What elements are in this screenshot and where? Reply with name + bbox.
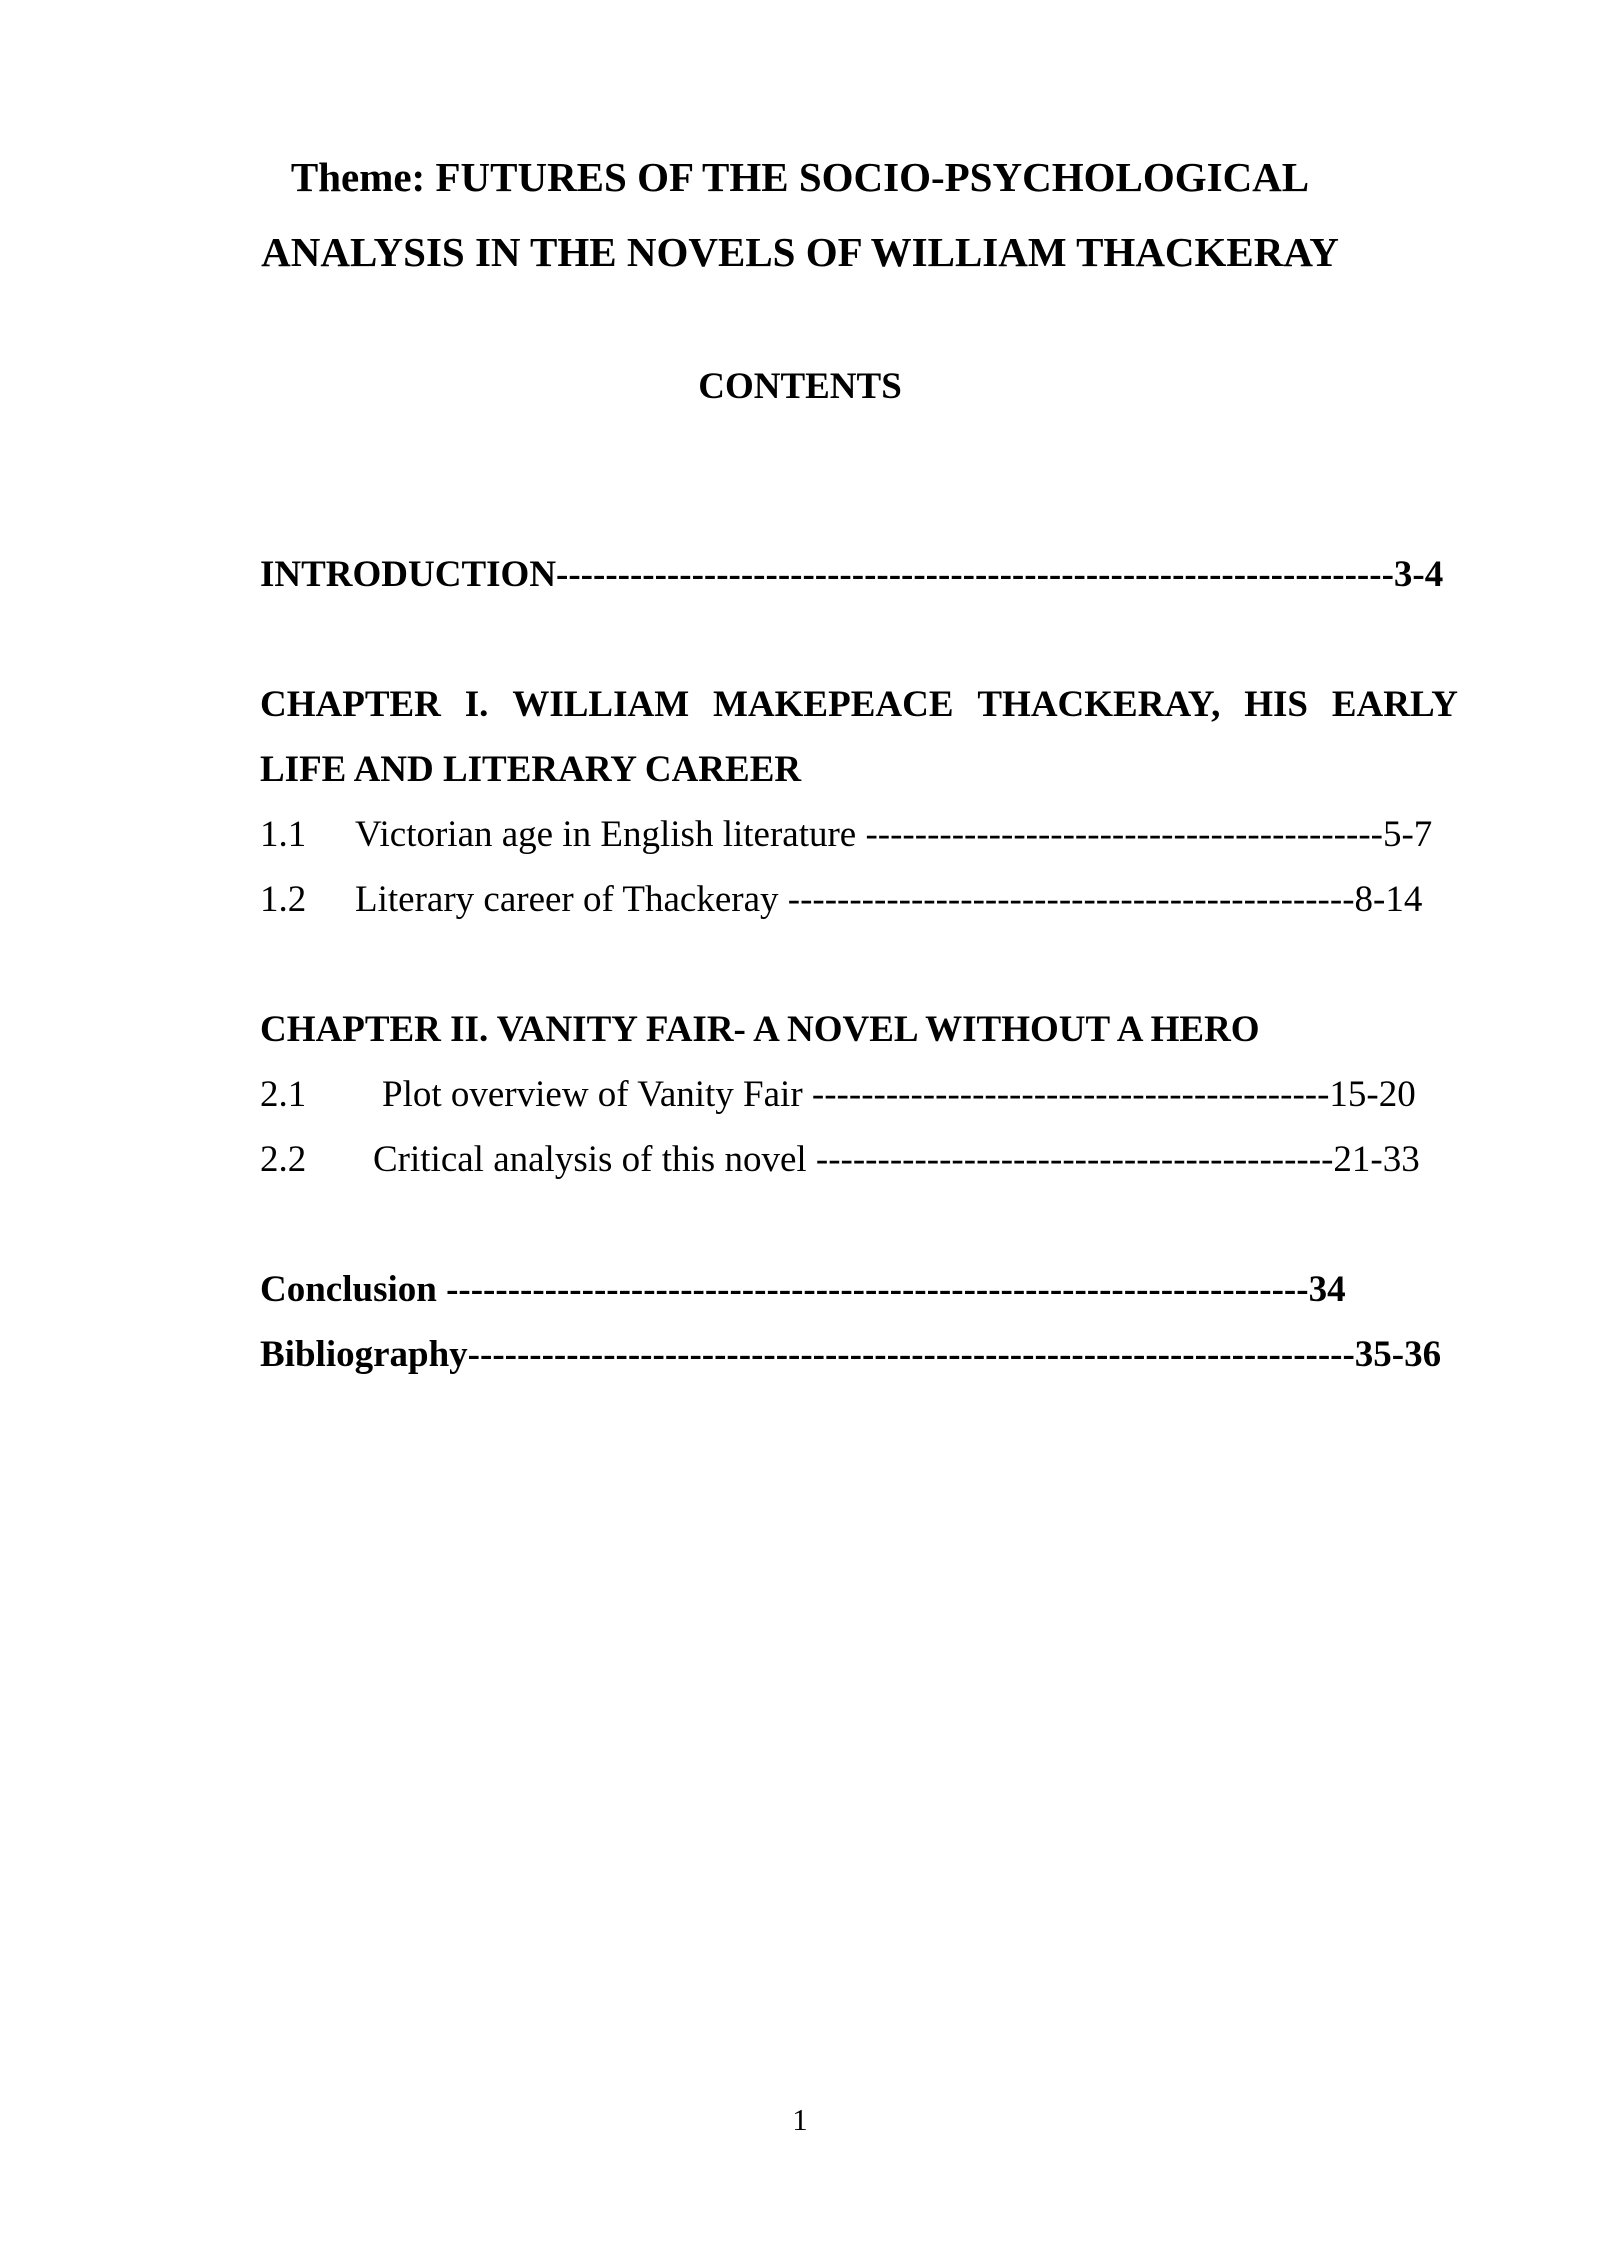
heading-word: WILLIAM xyxy=(512,684,690,725)
document-title-line-2: ANALYSIS IN THE NOVELS OF WILLIAM THACKERAY xyxy=(261,229,1339,275)
heading-word: EARLY xyxy=(1331,684,1458,725)
toc-item-number: 2.2 xyxy=(260,1139,307,1180)
heading-word: MAKEPEACE xyxy=(713,684,954,725)
page-number: 1 xyxy=(792,2102,808,2137)
heading-word: CHAPTER xyxy=(260,684,441,725)
toc-item-number: 1.1 xyxy=(260,814,307,855)
toc-chapter-2-heading: CHAPTER II. VANITY FAIR- A NOVEL WITHOUT A HERO xyxy=(260,1009,1260,1050)
toc-item-1-2: Literary career of Thackeray ----------------------------------------------8-14 xyxy=(355,879,1423,920)
toc-item-1-1: Victorian age in English literature ------------------------------------------5-7 xyxy=(355,814,1433,855)
toc-item-2-1: Plot overview of Vanity Fair ------------------------------------------15-20 xyxy=(382,1074,1416,1115)
toc-conclusion: Conclusion ----------------------------------------------------------------------34 xyxy=(260,1269,1346,1310)
heading-word: THACKERAY, xyxy=(977,684,1221,725)
toc-chapter-1-heading xyxy=(260,683,1458,726)
document-title-line-1: Theme: FUTURES OF THE SOCIO-PSYCHOLOGICAL xyxy=(290,154,1310,200)
contents-heading: CONTENTS xyxy=(698,366,902,407)
heading-word: I. xyxy=(464,684,489,725)
toc-chapter-1-heading-line-2: LIFE AND LITERARY CAREER xyxy=(260,749,802,790)
toc-item-2-2: Critical analysis of this novel ------------------------------------------21-33 xyxy=(373,1139,1420,1180)
toc-item-number: 1.2 xyxy=(260,879,307,920)
heading-word: HIS xyxy=(1244,684,1308,725)
toc-item-number: 2.1 xyxy=(260,1074,307,1115)
toc-introduction: INTRODUCTION--------------------------------------------------------------------3-4 xyxy=(260,554,1444,595)
toc-bibliography: Bibliography------------------------------------------------------------------------35-36 xyxy=(260,1334,1442,1375)
